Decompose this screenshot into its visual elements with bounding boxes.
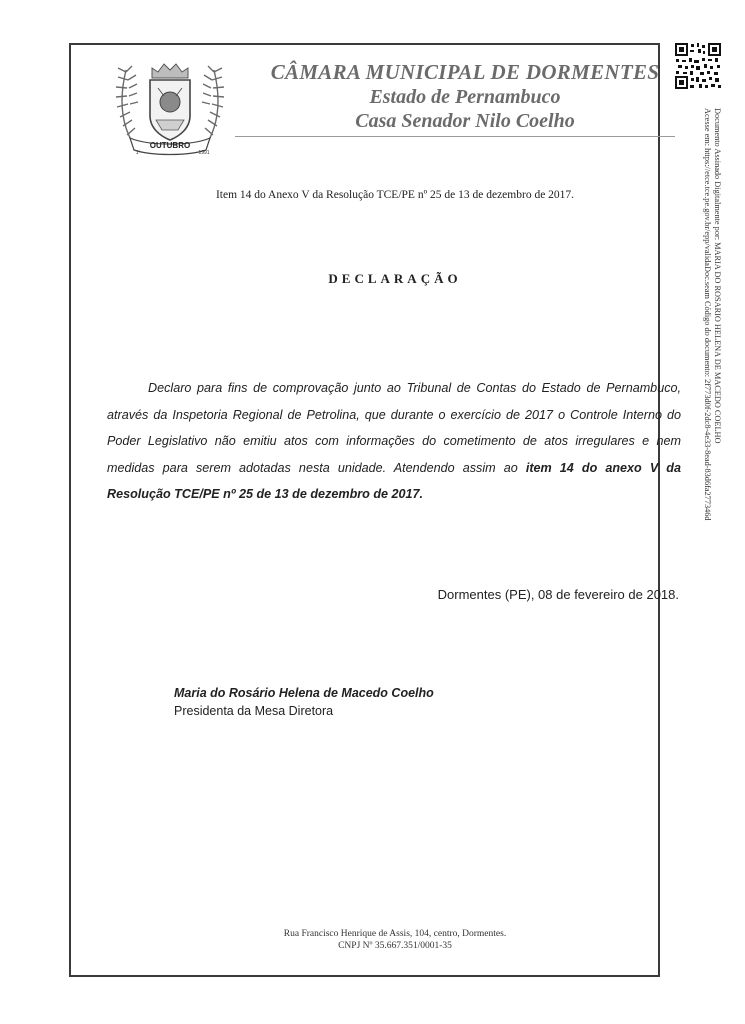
seal-year: 1991 (198, 150, 210, 156)
signatory-role: Presidenta da Mesa Diretora (174, 704, 334, 718)
digital-signature-notice (702, 108, 722, 578)
qr-code-icon[interactable] (674, 42, 722, 90)
signatory-name: Maria do Rosário Helena de Macedo Coelho (174, 686, 434, 700)
body-text: Declaro para fins de comprovação junto ao Tribunal de Contas do Estado de Pernambuco, através da Inspetoria Regional de Petrolina, que durante o exercício de 2017 o Controle Interno do Poder Legislativo não emitiu atos com informações do cometimento de atos irregulares e nem medidas para serem adotadas nesta unidade. Atendendo assim ao (107, 381, 681, 475)
reference-line: Item 14 do Anexo V da Resolução TCE/PE nº 25 de 13 de dezembro de 2017. (215, 189, 575, 201)
seal-day: 1º (135, 150, 141, 156)
municipal-seal-icon (108, 58, 232, 156)
page-border (69, 43, 660, 977)
footer-address: Rua Francisco Henrique de Assis, 104, centro, Dormentes. (283, 929, 507, 939)
seal-ribbon-text: OUTUBRO (149, 141, 191, 150)
document-title: DECLARAÇÃO (328, 271, 462, 286)
footer-cnpj: CNPJ Nº 35.667.351/0001-35 (338, 941, 452, 951)
body-bold-text: item 14 do anexo V da Resolução TCE/PE nº 25 de 13 de dezembro de 2017. (107, 460, 682, 501)
header-divider (235, 136, 675, 137)
house-name: Casa Senador Nilo Coelho (355, 110, 575, 132)
state-name: Estado de Pernambuco (369, 86, 561, 108)
institution-name: CÂMARA MUNICIPAL DE DORMENTES (270, 60, 660, 84)
place-date: Dormentes (PE), 08 de fevereiro de 2018. (437, 587, 679, 602)
declaration-body (107, 375, 681, 508)
digital-signature-line1: Documento Assinado Digitalmente por: MARIA DO ROSARIO HELENA DE MACEDO COELHO (713, 108, 722, 444)
digital-signature-line2[interactable]: Acesse em: https://etce.tce.pe.gov.br/epp/validaDoc.seam Código do documento: 2f773d0f-2dc8-4e33-8ead-83d6fa277346d (703, 108, 712, 521)
